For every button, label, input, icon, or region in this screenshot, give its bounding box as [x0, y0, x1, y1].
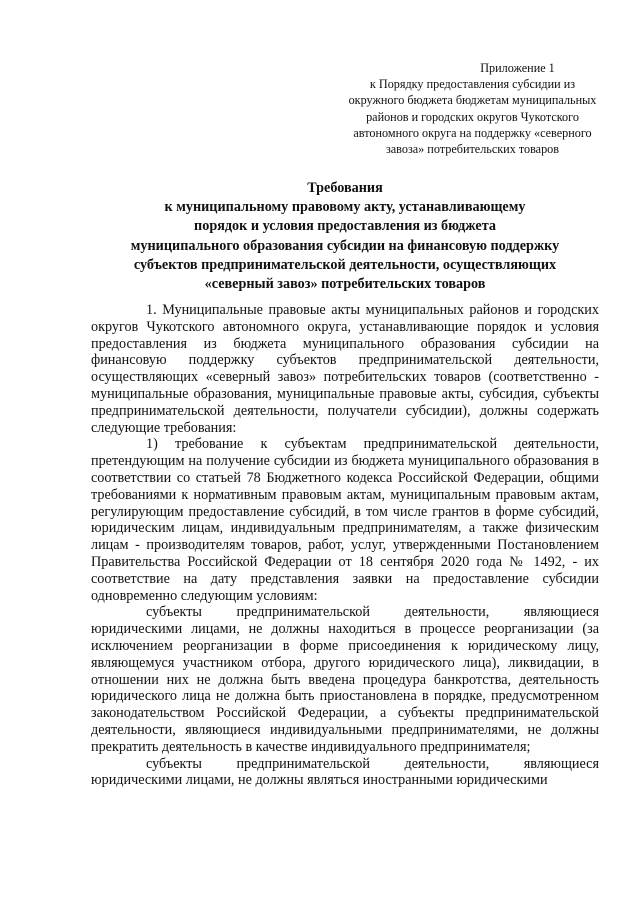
title-line: муниципального образования субсидии на финансовую поддержку [130, 237, 560, 254]
appendix-line: завоза» потребительских товаров [385, 142, 560, 157]
title-line: Требования [307, 180, 383, 196]
document-body [91, 302, 599, 789]
title-line: порядок и условия предоставления из бюджета [194, 218, 496, 235]
title-line: к муниципальному правовому акту, устанавливающему [164, 199, 526, 216]
appendix-line: к Порядку предоставления субсидии из [369, 77, 576, 92]
paragraph-1: 1. Муниципальные правовые акты муниципальных районов и городских округов Чукотского автономного округа, устанавливающие порядок и условия предоставления из бюджета муниципального образования субсидии на финансовую поддержку субъектов предпринимательской деятельности, осуществляющих «северный завоз» потребительских товаров (соответственно - муниципальные образования, муниципальные правовые акты, субсидия, субъекты предпринимательской деятельности, получатели субсидии), должны содержать следующие требования: [91, 302, 599, 436]
appendix-header [330, 60, 615, 157]
appendix-number: Приложение 1 [480, 61, 555, 75]
appendix-line: районов и городских округов Чукотского [366, 109, 579, 124]
title-line: субъектов предпринимательской деятельности, осуществляющих [133, 256, 557, 273]
paragraph-condition-1: субъекты предпринимательской деятельности, являющиеся юридическими лицами, не должны находиться в процессе реорганизации (за исключением реорганизации в форме присоединения к юридическому лицу, являющемуся участником отбора, другого юридического лица), ликвидации, в отношении них не должна быть введена процедура банкротства, деятельность юридического лица не должна быть приостановлена в порядке, предусмотренном законодательством Российской Федерации, а субъекты предпринимательской деятельности, являющиеся индивидуальными предпринимателями, не должны прекратить деятельность в качестве индивидуального предпринимателя; [91, 604, 599, 755]
title-line: «северный завоз» потребительских товаров [204, 276, 486, 293]
paragraph-1-subitem: 1) требование к субъектам предпринимательской деятельности, претендующим на получение субсидии из бюджета муниципального образования в соответствии со статьей 78 Бюджетного кодекса Российской Федерации, общими требованиями к нормативным правовым актам, муниципальным правовым актам, регулирующим предоставление субсидий, в том числе грантов в форме субсидий, юридическим лицам, индивидуальным предпринимателям, а также физическим лицам - производителям товаров, работ, услуг, утвержденными Постановлением Правительства Российской Федерации от 18 сентября 2020 года № 1492, - их соответствие на дату представления заявки на предоставление субсидии одновременно следующим условиям: [91, 436, 599, 604]
paragraph-condition-2: субъекты предпринимательской деятельности, являющиеся юридическими лицами, не должны являться иностранными юридическими [91, 755, 599, 789]
appendix-line: окружного бюджета бюджетам муниципальных [348, 93, 597, 108]
document-title [90, 179, 600, 294]
appendix-line: автономного округа на поддержку «северного [353, 125, 592, 140]
